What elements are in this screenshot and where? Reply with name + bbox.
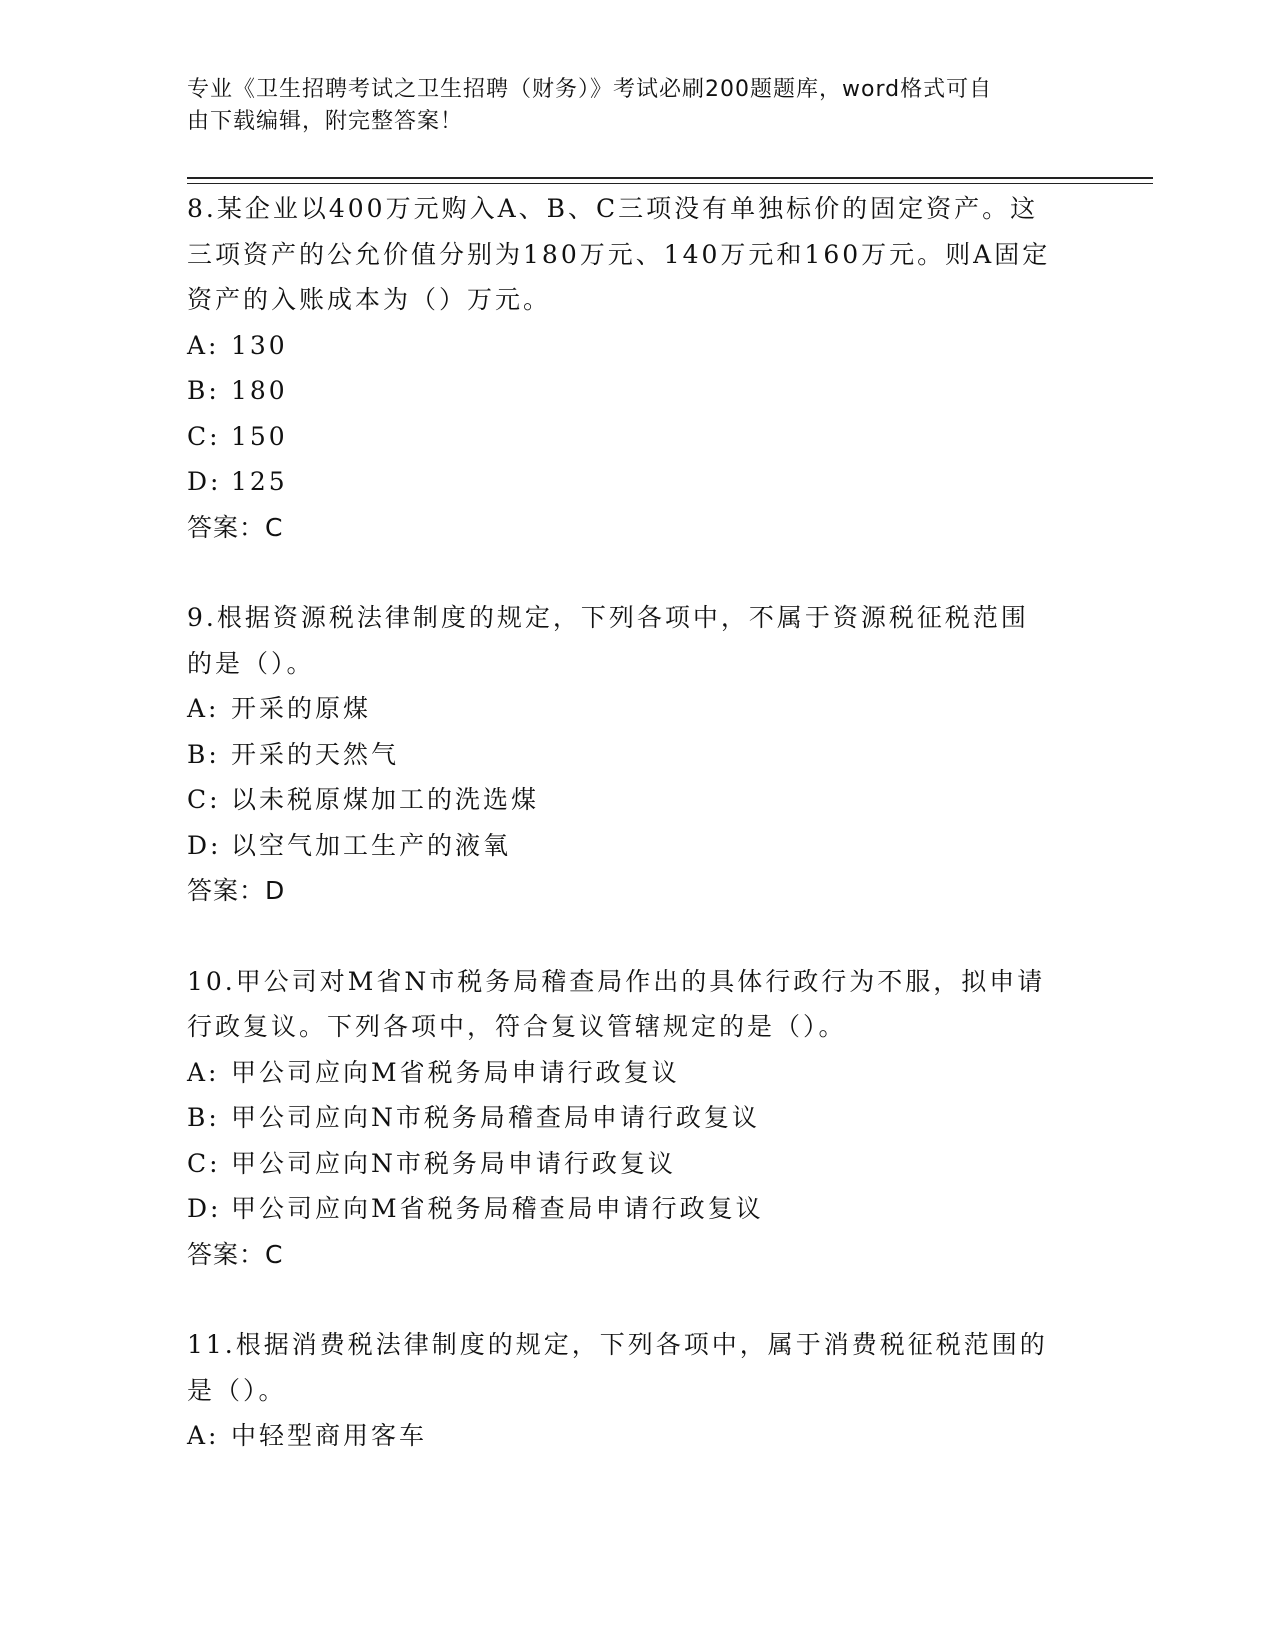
option-text: 130 (231, 330, 288, 360)
stem-line: 的是（）。 (187, 648, 315, 678)
stem-line: 9.根据资源税法律制度的规定，下列各项中，不属于资源税征税范围 (187, 603, 1029, 632)
option-letter: A: (187, 1057, 220, 1087)
header-divider-thin (187, 183, 1153, 184)
option-text: 180 (231, 376, 288, 405)
option-d (187, 823, 1087, 869)
option-text: 中轻型商用客车 (231, 1421, 428, 1450)
header-line-2: 由下载编辑，附完整答案！ (187, 109, 464, 134)
option-c (187, 1141, 1087, 1187)
header-line-1: 专业《卫生招聘考试之卫生招聘（财务）》考试必刷200题题库，word格式可自 (187, 77, 993, 102)
option-c (187, 777, 1087, 823)
option-letter: B: (187, 739, 220, 769)
answer-line: 答案：D (187, 876, 286, 905)
stem-line: 资产的入账成本为（）万元。 (187, 285, 552, 314)
option-text: 开采的天然气 (231, 739, 400, 769)
option-a (187, 1050, 1087, 1096)
option-a (187, 323, 1087, 369)
option-letter: B: (187, 376, 220, 405)
option-text: 以未税原煤加工的洗选煤 (231, 785, 540, 814)
stem-line: 三项资产的公允价值分别为180万元、140万元和160万元。则A固定 (187, 239, 1051, 269)
option-letter: A: (187, 694, 220, 723)
question-list (187, 186, 1087, 1504)
stem-line: 8.某企业以400万元购入A、B、C三项没有单独标价的固定资产。这 (187, 194, 1039, 223)
question-8 (187, 186, 1087, 550)
option-letter: C: (187, 785, 221, 814)
document-header (187, 74, 1067, 138)
question-11 (187, 1322, 1087, 1459)
option-text: 甲公司应向M省税务局申请行政复议 (231, 1057, 680, 1087)
question-stem (187, 595, 1087, 686)
question-stem (187, 1322, 1087, 1413)
header-divider-thick (187, 177, 1153, 179)
option-text: 甲公司应向M省税务局稽查局申请行政复议 (231, 1194, 764, 1223)
option-c (187, 414, 1087, 460)
question-stem (187, 959, 1087, 1050)
stem-line: 10.甲公司对M省N市税务局稽查局作出的具体行政行为不服，拟申请 (187, 966, 1046, 996)
option-a (187, 686, 1087, 732)
answer-line: 答案：C (187, 512, 284, 542)
option-letter: D: (187, 830, 222, 860)
option-text: 125 (231, 467, 288, 496)
question-9 (187, 595, 1087, 914)
option-text: 以空气加工生产的液氧 (231, 830, 512, 860)
option-text: 150 (231, 421, 288, 451)
option-b (187, 368, 1087, 414)
option-letter: A: (187, 330, 220, 360)
option-letter: C: (187, 1148, 221, 1178)
option-b (187, 732, 1087, 778)
stem-line: 行政复议。下列各项中，符合复议管辖规定的是（）。 (187, 1012, 847, 1041)
option-letter: A: (187, 1421, 220, 1450)
option-letter: B: (187, 1103, 220, 1132)
option-b (187, 1095, 1087, 1141)
stem-line: 11.根据消费税法律制度的规定，下列各项中，属于消费税征税范围的 (187, 1330, 1048, 1359)
option-letter: D: (187, 1194, 222, 1223)
option-a (187, 1413, 1087, 1459)
option-letter: C: (187, 421, 221, 451)
option-text: 甲公司应向N市税务局稽查局申请行政复议 (231, 1103, 760, 1132)
option-d (187, 459, 1087, 505)
option-letter: D: (187, 467, 222, 496)
option-text: 甲公司应向N市税务局申请行政复议 (231, 1148, 676, 1178)
option-text: 开采的原煤 (231, 694, 372, 723)
option-d (187, 1186, 1087, 1232)
question-10 (187, 959, 1087, 1278)
stem-line: 是（）。 (187, 1375, 287, 1405)
question-stem (187, 186, 1087, 323)
answer-line: 答案：C (187, 1239, 284, 1269)
